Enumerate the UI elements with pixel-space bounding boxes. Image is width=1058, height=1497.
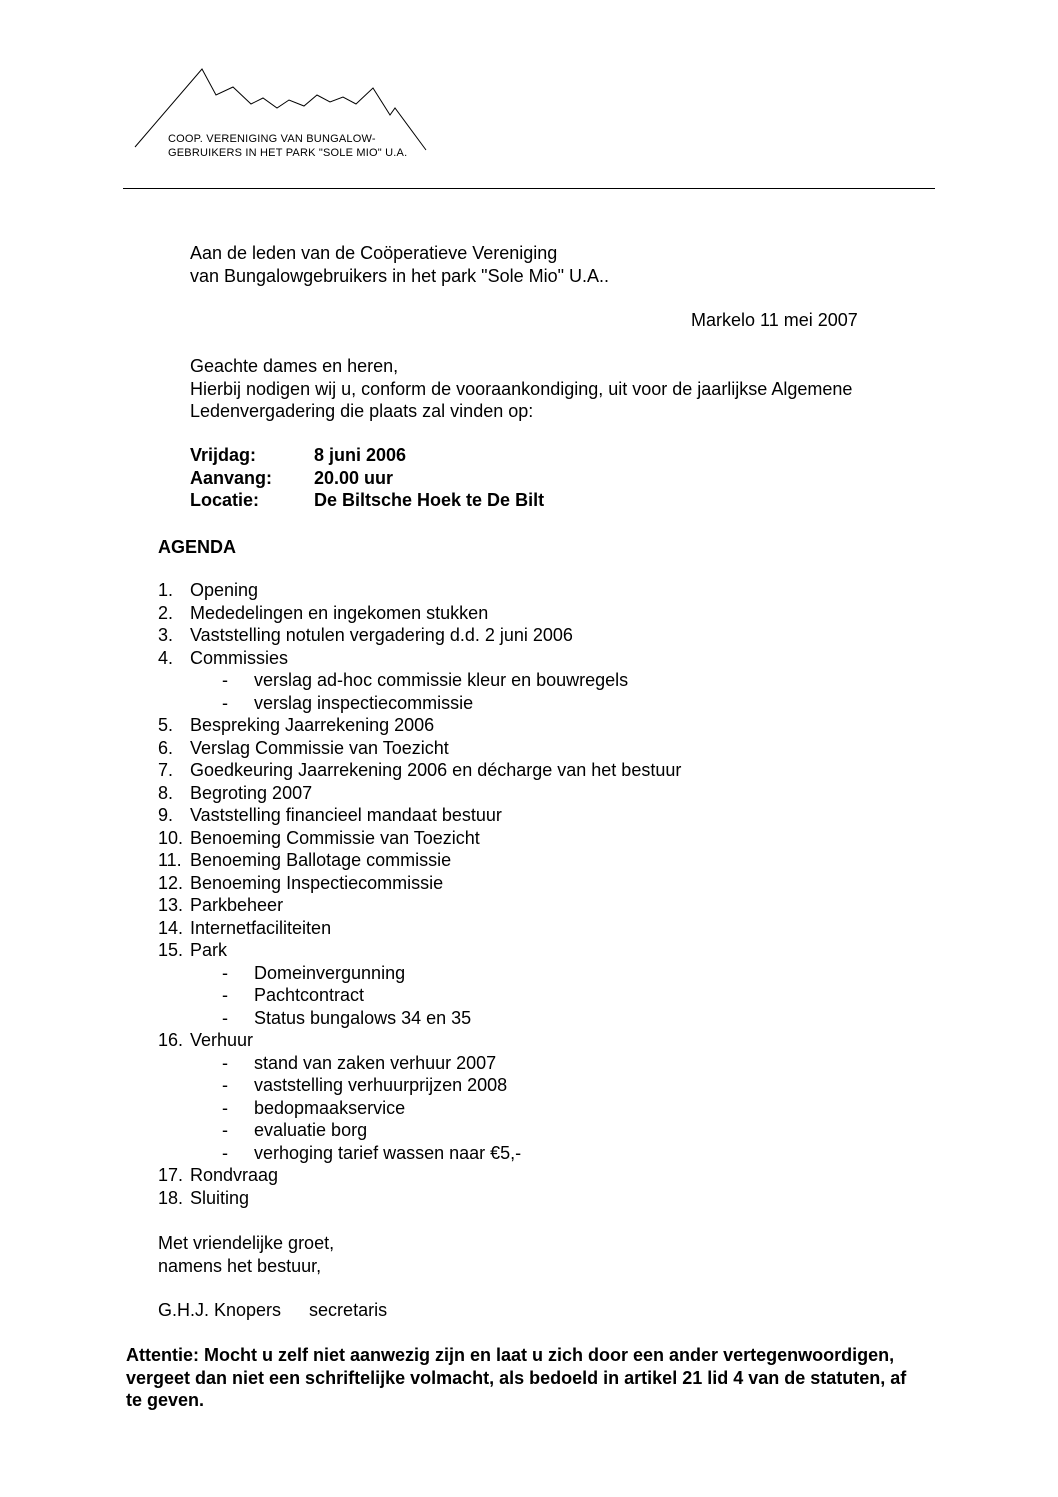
agenda-item-number: 7. bbox=[158, 760, 174, 780]
agenda-subitem bbox=[158, 1074, 681, 1097]
agenda-subitem bbox=[158, 669, 681, 692]
header-divider bbox=[123, 188, 935, 189]
agenda-item bbox=[158, 737, 681, 760]
agenda-item-number: 9. bbox=[158, 805, 174, 825]
agenda-list bbox=[158, 579, 681, 1209]
agenda-item-text: Rondvraag bbox=[190, 1165, 279, 1185]
agenda-subitem bbox=[158, 1007, 681, 1030]
agenda-item-text: Verslag Commissie van Toezicht bbox=[190, 737, 449, 758]
address-line2: van Bungalowgebruikers in het park "Sole Mio" U.A.. bbox=[190, 265, 609, 286]
organization-name-line1: COOP. VERENIGING VAN BUNGALOW- bbox=[168, 133, 376, 145]
recipient-address bbox=[190, 242, 609, 287]
agenda-subitem-text: stand van zaken verhuur 2007 bbox=[254, 1052, 497, 1073]
intro-paragraph bbox=[190, 355, 852, 423]
signature-name: G.H.J. Knopers bbox=[158, 1300, 282, 1320]
agenda-subitem bbox=[158, 962, 681, 985]
agenda-subitem-text: bedopmaakservice bbox=[254, 1097, 406, 1118]
agenda-subitem-text: evaluatie borg bbox=[254, 1120, 368, 1140]
detail-label: Aanvang: bbox=[190, 467, 273, 488]
agenda-item-text: Begroting 2007 bbox=[190, 782, 313, 803]
detail-row-day bbox=[190, 444, 544, 467]
detail-label: Vrijdag: bbox=[190, 445, 257, 465]
agenda-item-text: Benoeming Commissie van Toezicht bbox=[190, 827, 480, 848]
agenda-item-text: Bespreking Jaarrekening 2006 bbox=[190, 715, 435, 735]
dash-bullet-icon: - bbox=[222, 1120, 228, 1140]
address-line1: Aan de leden van de Coöperatieve Vereniging bbox=[190, 243, 558, 263]
detail-row-start bbox=[190, 467, 544, 490]
salutation: Geachte dames en heren, bbox=[190, 356, 399, 376]
agenda-item-number: 17. bbox=[158, 1165, 184, 1185]
agenda-item-number: 11. bbox=[158, 850, 182, 870]
agenda-subitem bbox=[158, 1097, 681, 1120]
agenda-item-number: 2. bbox=[158, 602, 174, 623]
agenda-item-number: 14. bbox=[158, 917, 184, 938]
agenda-subitem bbox=[158, 692, 681, 715]
agenda-item-text: Internetfaciliteiten bbox=[190, 917, 332, 938]
agenda-item-text: Benoeming Ballotage commissie bbox=[190, 850, 452, 870]
agenda-item bbox=[158, 894, 681, 917]
organization-name bbox=[168, 132, 407, 160]
meeting-details bbox=[190, 444, 544, 512]
agenda-item bbox=[158, 602, 681, 625]
dash-bullet-icon: - bbox=[222, 962, 228, 983]
organization-name-line2: GEBRUIKERS IN HET PARK "SOLE MIO" U.A. bbox=[168, 147, 408, 159]
agenda-item-text: Verhuur bbox=[190, 1030, 254, 1050]
agenda-item-text: Goedkeuring Jaarrekening 2006 en décharge van het bestuur bbox=[190, 760, 682, 780]
intro-line2: Ledenvergadering die plaats zal vinden op: bbox=[190, 401, 534, 421]
agenda-item-text: Parkbeheer bbox=[190, 895, 284, 915]
agenda-item-number: 3. bbox=[158, 625, 174, 645]
dash-bullet-icon: - bbox=[222, 1142, 228, 1163]
agenda-item-text: Vaststelling financieel mandaat bestuur bbox=[190, 805, 502, 825]
attention-note: Attentie: Mocht u zelf niet aanwezig zijn en laat u zich door een ander vertegenwoordigen, vergeet dan niet een schriftelijke volmacht, als bedoeld in artikel 21 lid 4 van de statuten, af te geven. bbox=[126, 1345, 907, 1410]
agenda-item bbox=[158, 917, 681, 940]
agenda-item bbox=[158, 782, 681, 805]
agenda-item bbox=[158, 804, 681, 827]
agenda-item-text: Park bbox=[190, 940, 228, 960]
agenda-subitem-text: Pachtcontract bbox=[254, 985, 365, 1005]
dash-bullet-icon: - bbox=[222, 1097, 228, 1118]
agenda-item bbox=[158, 872, 681, 895]
closing bbox=[158, 1232, 334, 1277]
agenda-item bbox=[158, 849, 681, 872]
agenda-item-text: Mededelingen en ingekomen stukken bbox=[190, 602, 489, 623]
dash-bullet-icon: - bbox=[222, 692, 228, 713]
agenda-item-text: Vaststelling notulen vergadering d.d. 2 juni 2006 bbox=[190, 625, 573, 645]
agenda-subitem bbox=[158, 984, 681, 1007]
detail-value: 8 juni 2006 bbox=[314, 445, 407, 465]
agenda-subitem bbox=[158, 1052, 681, 1075]
agenda-item bbox=[158, 1164, 681, 1187]
dash-bullet-icon: - bbox=[222, 985, 228, 1005]
detail-value: 20.00 uur bbox=[314, 467, 394, 488]
agenda-item-text: Opening bbox=[190, 580, 259, 600]
agenda-subitem-text: verhoging tarief wassen naar €5,- bbox=[254, 1142, 522, 1163]
agenda-item-number: 13. bbox=[158, 895, 184, 915]
detail-row-location bbox=[190, 489, 544, 512]
agenda-subitem bbox=[158, 1119, 681, 1142]
signature-role: secretaris bbox=[309, 1300, 388, 1320]
agenda-item-number: 16. bbox=[158, 1030, 184, 1050]
letterhead-logo bbox=[130, 60, 430, 160]
agenda-item-number: 8. bbox=[158, 782, 174, 803]
detail-value: De Biltsche Hoek te De Bilt bbox=[314, 490, 545, 510]
agenda-item-number: 6. bbox=[158, 737, 174, 758]
agenda-item bbox=[158, 624, 681, 647]
agenda-subitem-text: Domeinvergunning bbox=[254, 962, 406, 983]
agenda-subitem-text: verslag inspectiecommissie bbox=[254, 692, 474, 713]
agenda-item bbox=[158, 579, 681, 602]
dash-bullet-icon: - bbox=[222, 670, 228, 690]
closing-line2: namens het bestuur, bbox=[158, 1255, 322, 1276]
dash-bullet-icon: - bbox=[222, 1007, 228, 1028]
dash-bullet-icon: - bbox=[222, 1052, 228, 1073]
letter-date: Markelo 11 mei 2007 bbox=[691, 310, 858, 330]
dash-bullet-icon: - bbox=[222, 1075, 228, 1095]
agenda-subitem-text: vaststelling verhuurprijzen 2008 bbox=[254, 1075, 508, 1095]
closing-line1: Met vriendelijke groet, bbox=[158, 1233, 335, 1253]
detail-label: Locatie: bbox=[190, 490, 260, 510]
agenda-subitem bbox=[158, 1142, 681, 1165]
agenda-item-number: 15. bbox=[158, 940, 184, 960]
agenda-item bbox=[158, 827, 681, 850]
agenda-item bbox=[158, 759, 681, 782]
agenda-item-number: 10. bbox=[158, 827, 184, 848]
intro-line1: Hierbij nodigen wij u, conform de vooraankondiging, uit voor de jaarlijkse Algemene bbox=[190, 378, 853, 399]
agenda-subitem-text: verslag ad-hoc commissie kleur en bouwregels bbox=[254, 670, 629, 690]
agenda-title: AGENDA bbox=[158, 537, 237, 557]
agenda-item-number: 1. bbox=[158, 580, 174, 600]
agenda-item-number: 4. bbox=[158, 647, 174, 668]
agenda-subitem-text: Status bungalows 34 en 35 bbox=[254, 1007, 472, 1028]
signature bbox=[158, 1299, 387, 1322]
agenda-item bbox=[158, 1029, 681, 1052]
agenda-item-text: Benoeming Inspectiecommissie bbox=[190, 872, 444, 893]
agenda-item-number: 12. bbox=[158, 872, 184, 893]
agenda-item-number: 5. bbox=[158, 715, 174, 735]
agenda-item-text: Commissies bbox=[190, 647, 289, 668]
agenda-item bbox=[158, 939, 681, 962]
agenda-item bbox=[158, 714, 681, 737]
agenda-item-text: Sluiting bbox=[190, 1187, 250, 1208]
agenda-item bbox=[158, 647, 681, 670]
agenda-item bbox=[158, 1187, 681, 1210]
agenda-item-number: 18. bbox=[158, 1187, 184, 1208]
